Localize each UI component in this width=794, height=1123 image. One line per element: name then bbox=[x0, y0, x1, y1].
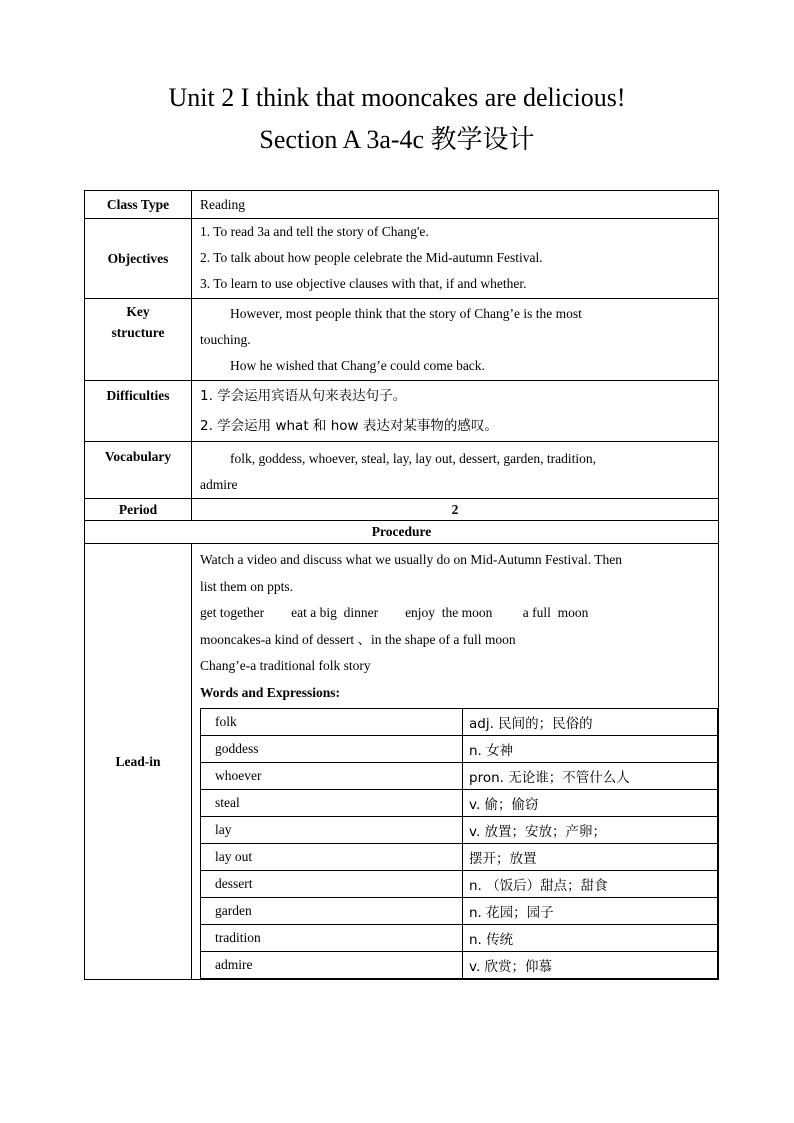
vocabulary-label: Vocabulary bbox=[85, 442, 192, 499]
lesson-plan-table bbox=[84, 190, 719, 980]
period-value: 2 bbox=[192, 499, 719, 521]
word-row bbox=[201, 951, 718, 978]
word-meaning: 摆开；放置 bbox=[463, 843, 718, 870]
word-meaning: v. 偷；偷窃 bbox=[463, 789, 718, 816]
procedure-heading: Procedure bbox=[85, 521, 719, 544]
period-label: Period bbox=[85, 499, 192, 521]
word-row bbox=[201, 870, 718, 897]
class-type-value: Reading bbox=[192, 191, 719, 219]
difficulty-item: 1. 学会运用宾语从句来表达句子。 bbox=[200, 388, 407, 404]
words-table bbox=[200, 708, 718, 979]
word: whoever bbox=[201, 762, 463, 789]
word-row bbox=[201, 897, 718, 924]
words-heading: Words and Expressions: bbox=[200, 684, 341, 700]
word-row bbox=[201, 924, 718, 951]
word: goddess bbox=[201, 735, 463, 762]
word: garden bbox=[201, 897, 463, 924]
word-row bbox=[201, 735, 718, 762]
key-structure-sentence: However, most people think that the story of Chang’e is the most bbox=[230, 306, 582, 321]
document-title: Unit 2 I think that mooncakes are delicious! bbox=[168, 83, 626, 112]
difficulty-item: 2. 学会运用 what 和 how 表达对某事物的感叹。 bbox=[200, 418, 498, 434]
key-structure-label: Key bbox=[126, 304, 150, 319]
key-structure-label: structure bbox=[111, 325, 165, 340]
objectives-label: Objectives bbox=[85, 219, 192, 299]
word-meaning: n. （饭后）甜点；甜食 bbox=[463, 870, 718, 897]
lead-in-row bbox=[85, 544, 719, 980]
objective-item: 3. To learn to use objective clauses with that, if and whether. bbox=[200, 276, 527, 291]
objectives-row bbox=[85, 219, 719, 299]
vocabulary-list: folk, goddess, whoever, steal, lay, lay out, dessert, garden, tradition, bbox=[230, 451, 596, 466]
word: dessert bbox=[201, 870, 463, 897]
word-meaning: n. 传统 bbox=[463, 924, 718, 951]
word-meaning: n. 花园；园子 bbox=[463, 897, 718, 924]
lead-in-line: Chang’e-a traditional folk story bbox=[200, 658, 371, 674]
procedure-row bbox=[85, 521, 719, 544]
key-structure-sentence: How he wished that Chang’e could come back. bbox=[230, 358, 485, 373]
word: admire bbox=[201, 951, 463, 978]
key-structure-row bbox=[85, 299, 719, 381]
word-meaning: adj. 民间的；民俗的 bbox=[463, 708, 718, 735]
word-meaning: v. 欣赏；仰慕 bbox=[463, 951, 718, 978]
word-row bbox=[201, 816, 718, 843]
word-row bbox=[201, 843, 718, 870]
lead-in-line: get together eat a big dinner enjoy the moon a full moon bbox=[200, 605, 589, 621]
word-row bbox=[201, 762, 718, 789]
document-subtitle: Section A 3a-4c 教学设计 bbox=[259, 125, 535, 154]
word-row bbox=[201, 789, 718, 816]
lead-in-line: Watch a video and discuss what we usually do on Mid-Autumn Festival. Then bbox=[200, 552, 622, 567]
key-structure-sentence: touching. bbox=[200, 332, 251, 347]
word: steal bbox=[201, 789, 463, 816]
word: lay out bbox=[201, 843, 463, 870]
class-type-label: Class Type bbox=[85, 191, 192, 219]
vocabulary-row bbox=[85, 442, 719, 499]
word: folk bbox=[201, 708, 463, 735]
objective-item: 2. To talk about how people celebrate the Mid-autumn Festival. bbox=[200, 250, 543, 265]
vocabulary-list: admire bbox=[200, 477, 238, 492]
period-row bbox=[85, 499, 719, 521]
word: lay bbox=[201, 816, 463, 843]
word-meaning: pron. 无论谁；不管什么人 bbox=[463, 762, 718, 789]
lead-in-label: Lead-in bbox=[85, 544, 192, 980]
word-meaning: n. 女神 bbox=[463, 735, 718, 762]
word-meaning: v. 放置；安放；产卵； bbox=[463, 816, 718, 843]
word-row bbox=[201, 708, 718, 735]
word: tradition bbox=[201, 924, 463, 951]
lead-in-line: list them on ppts. bbox=[200, 578, 294, 594]
difficulties-label: Difficulties bbox=[85, 381, 192, 442]
lead-in-line: mooncakes-a kind of dessert 、in the shape of a full moon bbox=[200, 631, 516, 647]
objective-item: 1. To read 3a and tell the story of Chang'e. bbox=[200, 224, 429, 239]
difficulties-row bbox=[85, 381, 719, 442]
class-type-row bbox=[85, 191, 719, 219]
